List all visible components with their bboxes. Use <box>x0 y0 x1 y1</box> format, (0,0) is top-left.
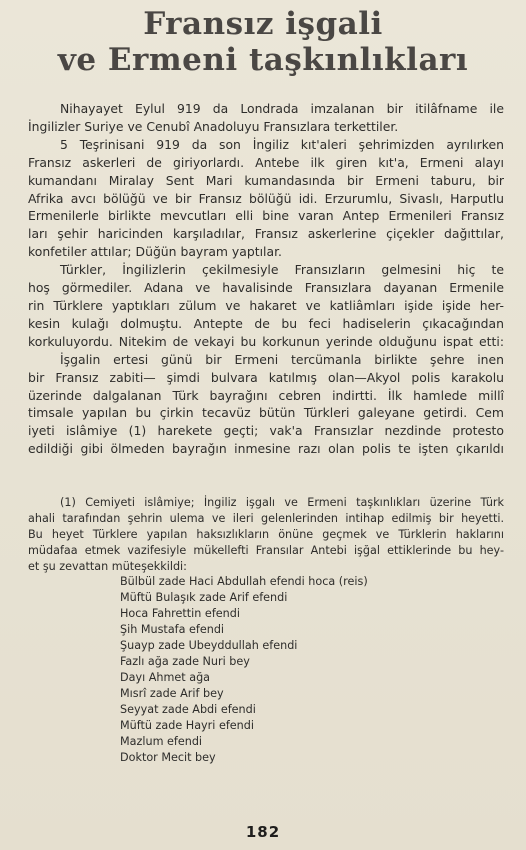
body-line: Türkler, İngilizlerin çekilmesiyle Fransızların gelmesini hiç te <box>60 262 504 278</box>
body-line: hoş görmediler. Adana ve havalisinde Fransızlara dayanan Ermenile <box>28 280 504 296</box>
body-line: ları şehir haricinden karşıladılar, Fransız askerlerine çiçekler dağıttılar, <box>28 226 504 242</box>
member-item: Dayı Ahmet ağa <box>120 671 211 684</box>
member-item: Müftü zade Hayri efendi <box>120 719 254 732</box>
member-item: Müftü Bulaşık zade Arif efendi <box>120 591 288 604</box>
member-item: Mazlum efendi <box>120 735 203 748</box>
body-line: 5 Teşrinisani 919 da son İngiliz kıt'aleri şehrimizden ayrılırken <box>60 136 504 152</box>
body-line: İşgalin ertesi günü bir Ermeni tercümanla birlikte şehre inen <box>60 351 504 367</box>
member-item: Şih Mustafa efendi <box>120 623 225 636</box>
member-item: Şuayp zade Ubeyddullah efendi <box>120 639 298 652</box>
member-item: Fazlı ağa zade Nuri bey <box>120 655 250 668</box>
body-line: bir Fransız zabiti— şimdi bulvara katılmış olan—Akyol polis karakolu <box>28 369 504 385</box>
page-title-line-2: ve Ermeni taşkınlıkları <box>57 42 469 78</box>
body-line: rin Türklere yaptıkları zülum ve hakaret ve katliâmları işide işide her- <box>28 297 504 313</box>
member-item: Doktor Mecit bey <box>120 751 216 764</box>
body-line: timsale yapılan bu çirkin tecavüz bütün Türkleri galeyane getirdi. Cem <box>28 405 504 421</box>
footnote-line: müdafaa etmek vazifesiyle mükellefti Fransılar Antebi işğal ettiklerinde bu hey- <box>28 544 504 557</box>
member-item: Hoca Fahrettin efendi <box>120 607 240 620</box>
body-line: iyeti islâmiye (1) harekete geçti; vak'a Fransızlar nezdinde protesto <box>28 423 504 439</box>
body-line: üzerinde dalgalanan Türk bayrağını cebren indirtti. İlk hamlede millî <box>28 387 504 403</box>
footnote-line: ahali tarafından şehrin ulema ve ileri gelenlerinden intihap edilmiş bir heyetti. <box>28 512 504 525</box>
body-line: Afrika avcı bölüğü ve bir Fransız bölüğü idi. Erzurumlu, Sivaslı, Harputlu <box>28 190 504 206</box>
member-item: Seyyat zade Abdi efendi <box>120 703 256 716</box>
main-paragraphs <box>28 100 504 458</box>
page-title-line-1: Fransız işgali <box>143 6 383 42</box>
page-number: 182 <box>245 823 281 841</box>
body-line: edildiği gibi ölmeden bayrağın inmesine razı olan polis te işten çıkarıldı <box>28 441 504 457</box>
body-line: İngilizler Suriye ve Cenubî Anadoluyu Fransızlara terkettiler. <box>28 118 399 134</box>
body-line: konfetiler attılar; Düğün bayram yaptılar. <box>28 244 282 260</box>
footnote <box>28 495 504 575</box>
member-list <box>120 574 368 766</box>
member-item: Mısrî zade Arif bey <box>120 687 224 700</box>
footnote-line: Bu heyet Türklere yapılan haksızlıkların önüne geçmek ve Türklerin haklarını <box>28 528 504 541</box>
body-line: korkuluyordu. Nitekim de vekayi bu korkunun yerinde olduğunu ispat etti: <box>28 333 504 349</box>
body-line: Nihayayet Eylul 919 da Londrada imzalanan bir itilâfname ile <box>60 101 504 116</box>
member-item: Bülbül zade Haci Abdullah efendi hoca (reis) <box>120 575 368 588</box>
footnote-line: et şu zevattan müteşekkildi: <box>28 560 187 573</box>
body-line: Fransız askerleri de giriyorlardı. Antebe ilk giren kıt'a, Ermeni alayı <box>28 154 504 170</box>
body-line: Ermenilerle birlikte mevcutları elli bine varan Antep Ermenileri Fransız <box>28 208 504 224</box>
body-line: kumandanı Miralay Sent Mari kumandasında bir Ermeni taburu, bir <box>28 172 504 188</box>
body-line: kesin kulağı dolmuştu. Antepte de bu feci hadiselerin çıkacağından <box>28 315 504 331</box>
footnote-line: (1) Cemiyeti islâmiye; İngiliz işgalı ve Ermeni taşkınlıkları üzerine Türk <box>60 496 504 509</box>
